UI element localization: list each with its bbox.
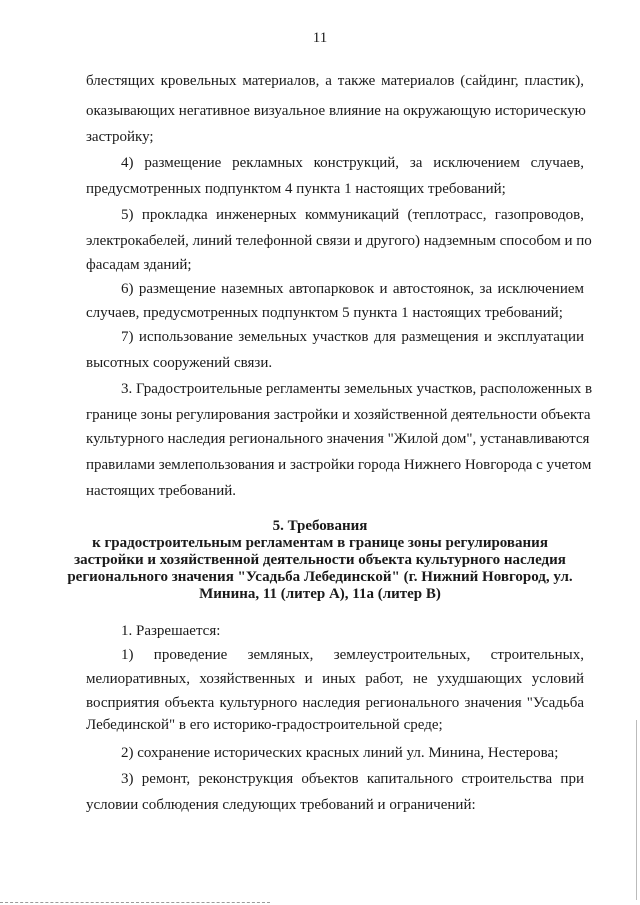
text-line: 3. Градостроительные регламенты земельных участков, расположенных в	[121, 381, 593, 397]
text-line: 1) проведение земляных, землеустроительных, строительных,	[121, 647, 584, 663]
text-line: 4) размещение рекламных конструкций, за исключением случаев,	[121, 155, 584, 171]
section-heading: Минина, 11 (литер А), 11а (литер В)	[199, 586, 441, 602]
section-heading: регионального значения "Усадьба Лебединской" (г. Нижний Новгород, ул.	[67, 569, 573, 585]
text-line: 2) сохранение исторических красных линий ул. Минина, Нестерова;	[121, 745, 559, 761]
text-line: высотных сооружений связи.	[86, 355, 273, 371]
text-line: застройку;	[86, 129, 154, 145]
text-line: электрокабелей, линий телефонной связи и другого) надземным способом и по	[86, 233, 592, 249]
text-line: 6) размещение наземных автопарковок и автостоянок, за исключением	[121, 281, 584, 297]
text-line: правилами землепользования и застройки города Нижнего Новгорода с учетом	[86, 457, 592, 473]
text-line: границе зоны регулирования застройки и хозяйственной деятельности объекта	[86, 407, 591, 423]
text-line: 3) ремонт, реконструкция объектов капитального строительства при	[121, 771, 584, 787]
text-line: восприятия объекта культурного наследия регионального значения "Усадьба	[86, 695, 584, 711]
section-heading: к градостроительным регламентам в границе зоны регулирования	[92, 535, 548, 551]
text-line: культурного наследия регионального значения "Жилой дом", устанавливаются	[86, 431, 590, 447]
text-line: условии соблюдения следующих требований и ограничений:	[86, 797, 476, 813]
text-line: мелиоративных, хозяйственных и иных работ, не ухудшающих условий	[86, 671, 584, 687]
text-line: 1. Разрешается:	[121, 623, 221, 639]
text-line: 5) прокладка инженерных коммуникаций (теплотрасс, газопроводов,	[121, 207, 584, 223]
text-line: предусмотренных подпунктом 4 пункта 1 настоящих требований;	[86, 181, 506, 197]
page-number: 11	[312, 30, 328, 46]
text-line: случаев, предусмотренных подпунктом 5 пункта 1 настоящих требований;	[86, 305, 563, 321]
text-line: оказывающих негативное визуальное влияние на окружающую историческую	[86, 103, 586, 119]
scan-edge-line	[0, 902, 270, 903]
text-line: Лебединской" в его историко-градостроительной среде;	[86, 717, 443, 733]
text-line: 7) использование земельных участков для размещения и эксплуатации	[121, 329, 584, 345]
section-heading: застройки и хозяйственной деятельности объекта культурного наследия	[74, 552, 566, 568]
text-line: настоящих требований.	[86, 483, 237, 499]
scan-edge-line	[636, 720, 637, 900]
text-line: блестящих кровельных материалов, а также материалов (сайдинг, пластик),	[86, 73, 584, 89]
text-line: фасадам зданий;	[86, 257, 192, 273]
section-heading: 5. Требования	[272, 518, 368, 534]
